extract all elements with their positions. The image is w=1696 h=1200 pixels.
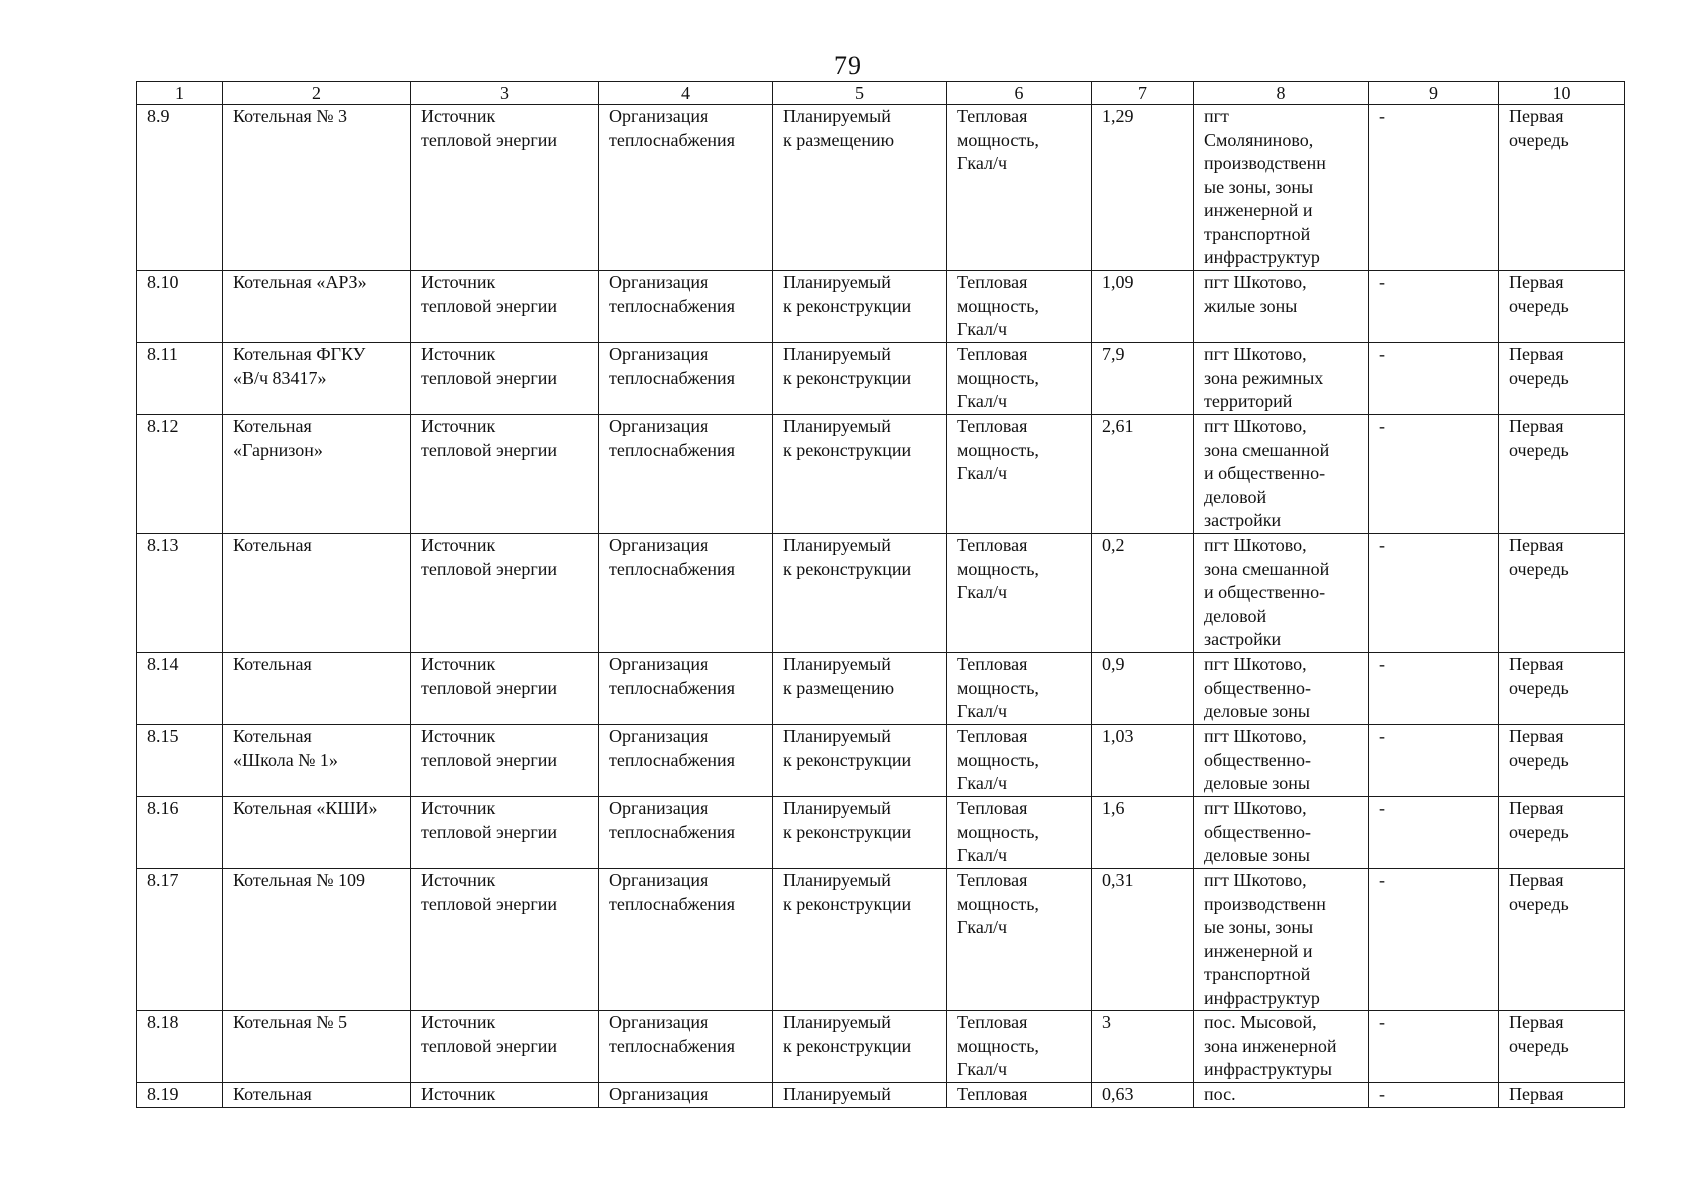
object-status-cell bbox=[773, 271, 947, 343]
object-location-cell bbox=[1194, 869, 1369, 1011]
object-type-cell bbox=[411, 869, 599, 1011]
characteristic-name-cell bbox=[947, 725, 1092, 797]
column-number: 9 bbox=[1369, 82, 1499, 105]
row-number-cell bbox=[137, 653, 223, 725]
zone-cell-cell bbox=[1369, 271, 1499, 343]
implementation-stage-cell bbox=[1499, 415, 1625, 534]
characteristic-value: 1,09 bbox=[1102, 272, 1134, 292]
object-location-cell bbox=[1194, 1011, 1369, 1083]
implementation-stage: Первая очередь bbox=[1509, 416, 1569, 460]
characteristic-value-cell bbox=[1092, 869, 1194, 1011]
object-type: Источник тепловой энергии bbox=[421, 726, 557, 770]
object-type-cell bbox=[411, 1083, 599, 1108]
object-name: Котельная bbox=[233, 535, 312, 555]
zone-cell: - bbox=[1379, 870, 1385, 890]
object-name: Котельная № 3 bbox=[233, 106, 347, 126]
table-row bbox=[137, 1011, 1625, 1083]
object-name-cell bbox=[223, 343, 411, 415]
characteristic-name: Тепловая мощность, Гкал/ч bbox=[957, 344, 1039, 411]
object-name-cell bbox=[223, 869, 411, 1011]
object-name-cell bbox=[223, 725, 411, 797]
object-name-cell bbox=[223, 271, 411, 343]
object-name: Котельная ФГКУ «В/ч 83417» bbox=[233, 344, 366, 388]
characteristic-name-cell bbox=[947, 869, 1092, 1011]
table-row bbox=[137, 271, 1625, 343]
zone-cell: - bbox=[1379, 106, 1385, 126]
object-location: пгт Шкотово, производственн ые зоны, зоны инженерной и транспортной инфраструктур bbox=[1204, 870, 1326, 1008]
object-type: Источник тепловой энергии bbox=[421, 106, 557, 150]
object-location-cell bbox=[1194, 1083, 1369, 1108]
implementation-stage-cell bbox=[1499, 797, 1625, 869]
row-number: 8.11 bbox=[147, 344, 178, 364]
object-status: Планируемый к размещению bbox=[783, 106, 895, 150]
implementation-stage: Первая очередь bbox=[1509, 272, 1569, 316]
object-location-cell bbox=[1194, 105, 1369, 271]
object-type: Источник тепловой энергии bbox=[421, 654, 557, 698]
zone-cell-cell bbox=[1369, 105, 1499, 271]
row-number: 8.10 bbox=[147, 272, 179, 292]
implementation-stage-cell bbox=[1499, 653, 1625, 725]
object-name: Котельная «КШИ» bbox=[233, 798, 378, 818]
characteristic-value-cell bbox=[1092, 343, 1194, 415]
object-name: Котельная «Гарнизон» bbox=[233, 416, 323, 460]
object-purpose: Организация теплоснабжения bbox=[609, 654, 735, 698]
table-row bbox=[137, 1083, 1625, 1108]
row-number: 8.16 bbox=[147, 798, 179, 818]
object-status: Планируемый bbox=[783, 1084, 891, 1104]
object-location: пгт Шкотово, зона смешанной и общественно- деловой застройки bbox=[1204, 416, 1330, 530]
row-number-cell bbox=[137, 415, 223, 534]
object-type-cell bbox=[411, 797, 599, 869]
object-name-cell bbox=[223, 1083, 411, 1108]
row-number-cell bbox=[137, 797, 223, 869]
implementation-stage-cell bbox=[1499, 1083, 1625, 1108]
object-type-cell bbox=[411, 653, 599, 725]
row-number-cell bbox=[137, 343, 223, 415]
row-number: 8.18 bbox=[147, 1012, 179, 1032]
implementation-stage-cell bbox=[1499, 869, 1625, 1011]
object-location-cell bbox=[1194, 415, 1369, 534]
object-purpose: Организация теплоснабжения bbox=[609, 106, 735, 150]
characteristic-value-cell bbox=[1092, 415, 1194, 534]
object-type: Источник тепловой энергии bbox=[421, 416, 557, 460]
implementation-stage: Первая очередь bbox=[1509, 535, 1569, 579]
characteristic-name: Тепловая мощность, Гкал/ч bbox=[957, 535, 1039, 602]
object-name-cell bbox=[223, 534, 411, 653]
characteristic-value-cell bbox=[1092, 1083, 1194, 1108]
zone-cell-cell bbox=[1369, 869, 1499, 1011]
object-status: Планируемый к размещению bbox=[783, 654, 895, 698]
object-purpose: Организация теплоснабжения bbox=[609, 1012, 735, 1056]
object-purpose: Организация теплоснабжения bbox=[609, 726, 735, 770]
object-purpose: Организация теплоснабжения bbox=[609, 870, 735, 914]
implementation-stage: Первая очередь bbox=[1509, 1012, 1569, 1056]
characteristic-name-cell bbox=[947, 105, 1092, 271]
object-purpose-cell bbox=[599, 105, 773, 271]
characteristic-value-cell bbox=[1092, 1011, 1194, 1083]
object-purpose: Организация bbox=[609, 1084, 709, 1104]
characteristic-name: Тепловая мощность, Гкал/ч bbox=[957, 798, 1039, 865]
object-name: Котельная «Школа № 1» bbox=[233, 726, 338, 770]
object-name: Котельная № 109 bbox=[233, 870, 365, 890]
object-purpose: Организация теплоснабжения bbox=[609, 535, 735, 579]
column-number-row bbox=[137, 82, 1625, 105]
column-number: 1 bbox=[137, 82, 223, 105]
object-type: Источник тепловой энергии bbox=[421, 535, 557, 579]
object-name-cell bbox=[223, 1011, 411, 1083]
object-location-cell bbox=[1194, 534, 1369, 653]
column-number: 4 bbox=[599, 82, 773, 105]
zone-cell: - bbox=[1379, 416, 1385, 436]
object-location-cell bbox=[1194, 343, 1369, 415]
implementation-stage: Первая очередь bbox=[1509, 654, 1569, 698]
row-number-cell bbox=[137, 869, 223, 1011]
characteristic-name: Тепловая мощность, Гкал/ч bbox=[957, 726, 1039, 793]
object-status: Планируемый к реконструкции bbox=[783, 1012, 912, 1056]
object-name: Котельная bbox=[233, 1084, 312, 1104]
object-type: Источник bbox=[421, 1084, 496, 1104]
zone-cell: - bbox=[1379, 1012, 1385, 1032]
object-name-cell bbox=[223, 415, 411, 534]
zone-cell-cell bbox=[1369, 415, 1499, 534]
characteristic-name-cell bbox=[947, 1083, 1092, 1108]
row-number: 8.17 bbox=[147, 870, 179, 890]
object-status: Планируемый к реконструкции bbox=[783, 535, 912, 579]
characteristic-name-cell bbox=[947, 271, 1092, 343]
object-type: Источник тепловой энергии bbox=[421, 798, 557, 842]
zone-cell-cell bbox=[1369, 653, 1499, 725]
row-number: 8.9 bbox=[147, 106, 170, 126]
zone-cell-cell bbox=[1369, 534, 1499, 653]
row-number: 8.14 bbox=[147, 654, 179, 674]
object-status-cell bbox=[773, 534, 947, 653]
zone-cell: - bbox=[1379, 654, 1385, 674]
characteristic-value-cell bbox=[1092, 271, 1194, 343]
row-number: 8.15 bbox=[147, 726, 179, 746]
object-purpose-cell bbox=[599, 653, 773, 725]
characteristic-value: 7,9 bbox=[1102, 344, 1125, 364]
implementation-stage: Первая очередь bbox=[1509, 798, 1569, 842]
object-purpose-cell bbox=[599, 797, 773, 869]
object-type: Источник тепловой энергии bbox=[421, 272, 557, 316]
column-number: 10 bbox=[1499, 82, 1625, 105]
object-status: Планируемый к реконструкции bbox=[783, 344, 912, 388]
characteristic-value-cell bbox=[1092, 105, 1194, 271]
characteristic-name-cell bbox=[947, 797, 1092, 869]
zone-cell-cell bbox=[1369, 343, 1499, 415]
object-status-cell bbox=[773, 725, 947, 797]
row-number-cell bbox=[137, 105, 223, 271]
object-location: пгт Шкотово, зона смешанной и общественно- деловой застройки bbox=[1204, 535, 1330, 649]
object-status-cell bbox=[773, 869, 947, 1011]
object-status-cell bbox=[773, 797, 947, 869]
object-purpose: Организация теплоснабжения bbox=[609, 416, 735, 460]
object-purpose-cell bbox=[599, 534, 773, 653]
object-name-cell bbox=[223, 105, 411, 271]
characteristic-name-cell bbox=[947, 415, 1092, 534]
object-location-cell bbox=[1194, 271, 1369, 343]
row-number-cell bbox=[137, 534, 223, 653]
object-name: Котельная bbox=[233, 654, 312, 674]
column-number: 2 bbox=[223, 82, 411, 105]
implementation-stage-cell bbox=[1499, 105, 1625, 271]
characteristic-value: 0,31 bbox=[1102, 870, 1134, 890]
characteristic-value: 0,2 bbox=[1102, 535, 1125, 555]
page-number: 79 bbox=[834, 51, 862, 80]
zone-cell: - bbox=[1379, 272, 1385, 292]
implementation-stage: Первая очередь bbox=[1509, 726, 1569, 770]
characteristic-name: Тепловая мощность, Гкал/ч bbox=[957, 1012, 1039, 1079]
object-location-cell bbox=[1194, 797, 1369, 869]
table-row bbox=[137, 653, 1625, 725]
characteristic-value-cell bbox=[1092, 797, 1194, 869]
row-number: 8.19 bbox=[147, 1084, 179, 1104]
table-row bbox=[137, 725, 1625, 797]
object-purpose-cell bbox=[599, 1011, 773, 1083]
zone-cell: - bbox=[1379, 344, 1385, 364]
characteristic-name: Тепловая мощность, Гкал/ч bbox=[957, 654, 1039, 721]
object-status: Планируемый к реконструкции bbox=[783, 416, 912, 460]
object-purpose: Организация теплоснабжения bbox=[609, 272, 735, 316]
object-status-cell bbox=[773, 653, 947, 725]
object-type-cell bbox=[411, 343, 599, 415]
object-location: пос. Мысовой, зона инженерной инфраструктуры bbox=[1204, 1012, 1337, 1079]
zone-cell-cell bbox=[1369, 1011, 1499, 1083]
row-number: 8.13 bbox=[147, 535, 179, 555]
object-status-cell bbox=[773, 1083, 947, 1108]
object-type-cell bbox=[411, 534, 599, 653]
table-row bbox=[137, 869, 1625, 1011]
column-number: 8 bbox=[1194, 82, 1369, 105]
characteristic-name: Тепловая мощность, Гкал/ч bbox=[957, 870, 1039, 937]
object-type-cell bbox=[411, 725, 599, 797]
zone-cell: - bbox=[1379, 1084, 1385, 1104]
object-location: пос. bbox=[1204, 1084, 1236, 1104]
object-type-cell bbox=[411, 271, 599, 343]
characteristic-value: 0,9 bbox=[1102, 654, 1125, 674]
table-row bbox=[137, 797, 1625, 869]
table-row bbox=[137, 415, 1625, 534]
row-number-cell bbox=[137, 271, 223, 343]
object-name-cell bbox=[223, 797, 411, 869]
implementation-stage: Первая bbox=[1509, 1084, 1564, 1104]
object-location: пгт Шкотово, общественно- деловые зоны bbox=[1204, 798, 1311, 865]
characteristic-name: Тепловая мощность, Гкал/ч bbox=[957, 106, 1039, 173]
object-name-cell bbox=[223, 653, 411, 725]
implementation-stage-cell bbox=[1499, 725, 1625, 797]
object-purpose-cell bbox=[599, 1083, 773, 1108]
object-status-cell bbox=[773, 415, 947, 534]
zone-cell-cell bbox=[1369, 725, 1499, 797]
implementation-stage: Первая очередь bbox=[1509, 870, 1569, 914]
object-status-cell bbox=[773, 343, 947, 415]
object-purpose-cell bbox=[599, 343, 773, 415]
characteristic-name-cell bbox=[947, 343, 1092, 415]
object-purpose: Организация теплоснабжения bbox=[609, 344, 735, 388]
object-status-cell bbox=[773, 105, 947, 271]
column-number: 6 bbox=[947, 82, 1092, 105]
characteristic-value-cell bbox=[1092, 534, 1194, 653]
object-status: Планируемый к реконструкции bbox=[783, 870, 912, 914]
characteristic-value: 3 bbox=[1102, 1012, 1111, 1032]
characteristic-name-cell bbox=[947, 534, 1092, 653]
characteristic-value: 0,63 bbox=[1102, 1084, 1134, 1104]
object-location-cell bbox=[1194, 725, 1369, 797]
object-status: Планируемый к реконструкции bbox=[783, 726, 912, 770]
object-purpose: Организация теплоснабжения bbox=[609, 798, 735, 842]
implementation-stage: Первая очередь bbox=[1509, 344, 1569, 388]
object-location: пгт Шкотово, общественно- деловые зоны bbox=[1204, 726, 1311, 793]
characteristic-value-cell bbox=[1092, 725, 1194, 797]
column-number: 3 bbox=[411, 82, 599, 105]
column-number: 5 bbox=[773, 82, 947, 105]
zone-cell: - bbox=[1379, 726, 1385, 746]
characteristic-name: Тепловая мощность, Гкал/ч bbox=[957, 416, 1039, 483]
implementation-stage-cell bbox=[1499, 271, 1625, 343]
object-purpose-cell bbox=[599, 725, 773, 797]
object-purpose-cell bbox=[599, 415, 773, 534]
zone-cell-cell bbox=[1369, 797, 1499, 869]
column-number: 7 bbox=[1092, 82, 1194, 105]
zone-cell-cell bbox=[1369, 1083, 1499, 1108]
row-number-cell bbox=[137, 1011, 223, 1083]
object-purpose-cell bbox=[599, 271, 773, 343]
characteristic-name: Тепловая bbox=[957, 1084, 1028, 1104]
object-status-cell bbox=[773, 1011, 947, 1083]
object-status: Планируемый к реконструкции bbox=[783, 798, 912, 842]
object-location: пгт Шкотово, жилые зоны bbox=[1204, 272, 1307, 316]
row-number-cell bbox=[137, 1083, 223, 1108]
object-location: пгт Смоляниново, производственн ые зоны, зоны инженерной и транспортной инфраструктур bbox=[1204, 106, 1326, 267]
object-status: Планируемый к реконструкции bbox=[783, 272, 912, 316]
object-location: пгт Шкотово, зона режимных территорий bbox=[1204, 344, 1324, 411]
characteristic-value: 1,6 bbox=[1102, 798, 1125, 818]
characteristic-name-cell bbox=[947, 653, 1092, 725]
implementation-stage: Первая очередь bbox=[1509, 106, 1569, 150]
row-number: 8.12 bbox=[147, 416, 179, 436]
zone-cell: - bbox=[1379, 798, 1385, 818]
characteristic-value: 1,03 bbox=[1102, 726, 1134, 746]
implementation-stage-cell bbox=[1499, 343, 1625, 415]
implementation-stage-cell bbox=[1499, 1011, 1625, 1083]
object-type-cell bbox=[411, 1011, 599, 1083]
object-name: Котельная «АРЗ» bbox=[233, 272, 367, 292]
object-name: Котельная № 5 bbox=[233, 1012, 347, 1032]
zone-cell: - bbox=[1379, 535, 1385, 555]
characteristic-value: 1,29 bbox=[1102, 106, 1134, 126]
object-type-cell bbox=[411, 105, 599, 271]
object-type-cell bbox=[411, 415, 599, 534]
characteristic-value: 2,61 bbox=[1102, 416, 1134, 436]
object-type: Источник тепловой энергии bbox=[421, 344, 557, 388]
implementation-stage-cell bbox=[1499, 534, 1625, 653]
table-row bbox=[137, 343, 1625, 415]
characteristic-name-cell bbox=[947, 1011, 1092, 1083]
object-purpose-cell bbox=[599, 869, 773, 1011]
objects-table bbox=[136, 81, 1625, 1108]
object-location-cell bbox=[1194, 653, 1369, 725]
row-number-cell bbox=[137, 725, 223, 797]
characteristic-value-cell bbox=[1092, 653, 1194, 725]
object-type: Источник тепловой энергии bbox=[421, 870, 557, 914]
table-row bbox=[137, 105, 1625, 271]
object-type: Источник тепловой энергии bbox=[421, 1012, 557, 1056]
characteristic-name: Тепловая мощность, Гкал/ч bbox=[957, 272, 1039, 339]
object-location: пгт Шкотово, общественно- деловые зоны bbox=[1204, 654, 1311, 721]
table-row bbox=[137, 534, 1625, 653]
